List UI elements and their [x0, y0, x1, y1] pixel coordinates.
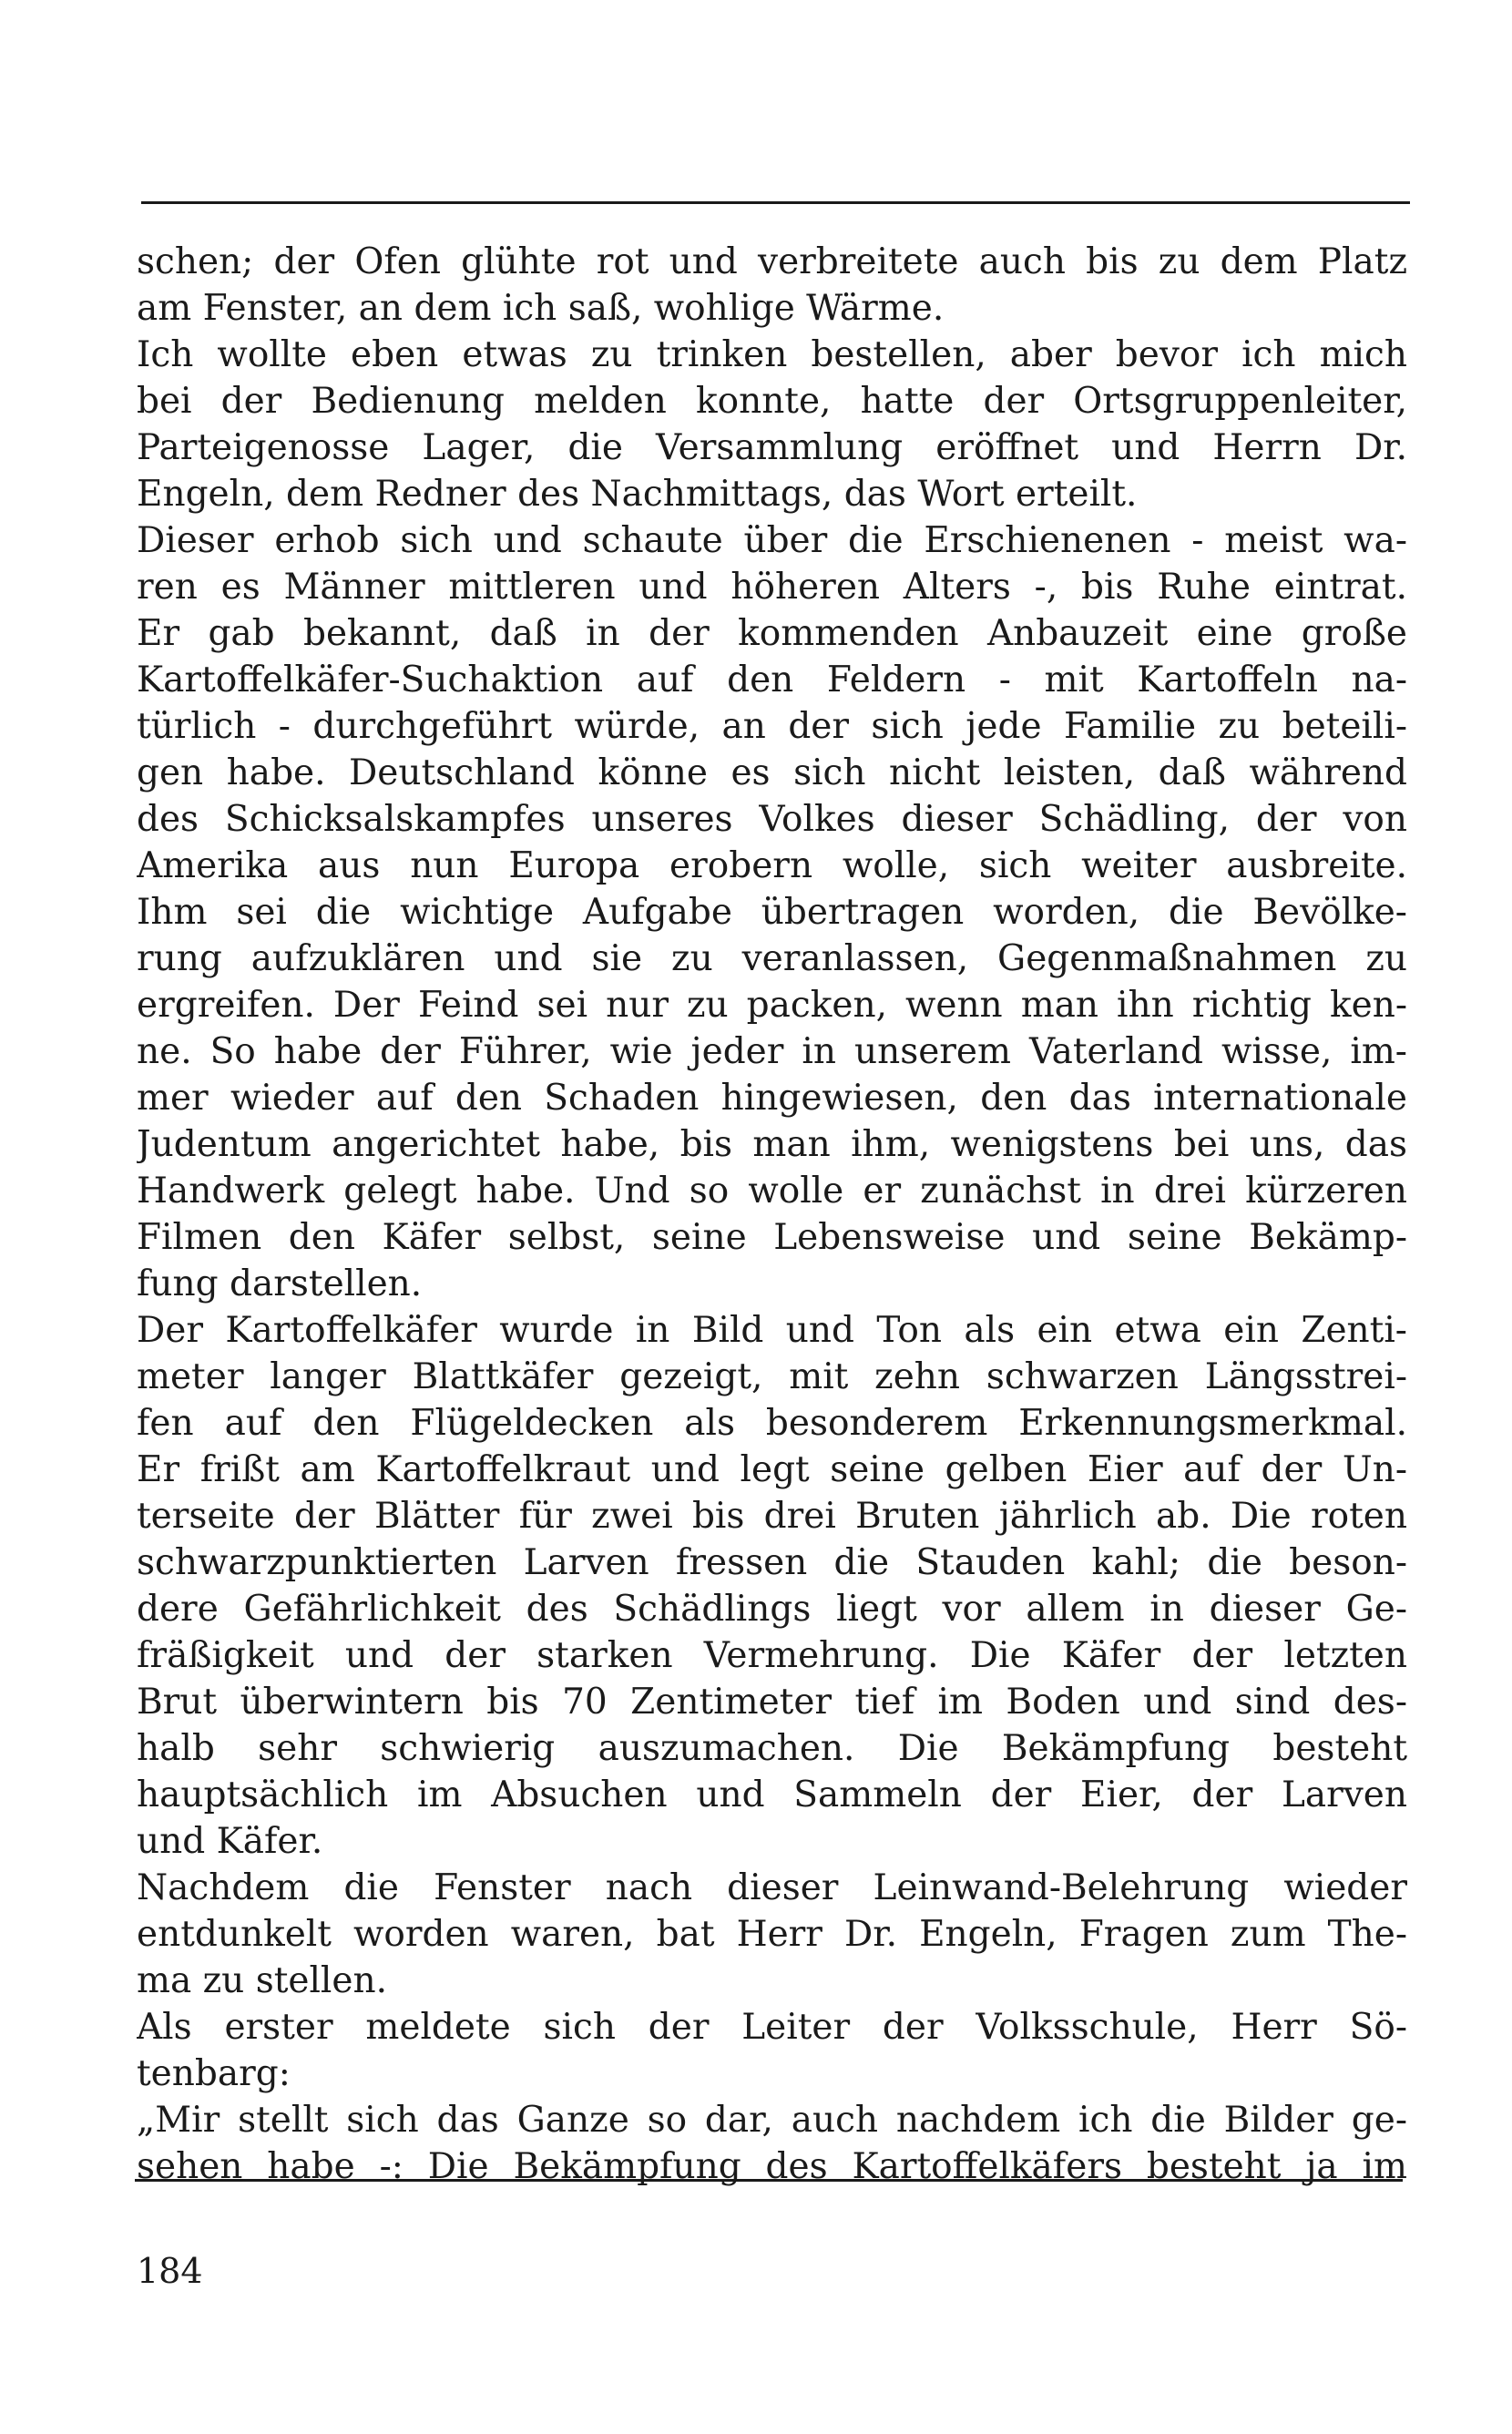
text-line: Parteigenosse Lager, die Versammlung eröffnet und Herrn Dr.	[137, 427, 1407, 468]
text-line: Ich wollte eben etwas zu trinken bestellen, aber bevor ich mich	[137, 334, 1407, 375]
text-line: ne. So habe der Führer, wie jeder in unserem Vaterland wisse, im-	[137, 1031, 1407, 1072]
text-line: schwarzpunktierten Larven fressen die Stauden kahl; die beson-	[137, 1542, 1407, 1583]
text-line: Dieser erhob sich und schaute über die Erschienenen - meist wa-	[137, 520, 1407, 561]
text-line: Er frißt am Kartoffelkraut und legt seine gelben Eier auf der Un-	[137, 1449, 1407, 1490]
text-line: ren es Männer mittleren und höheren Alters -, bis Ruhe eintrat.	[137, 567, 1407, 608]
text-line: mer wieder auf den Schaden hingewiesen, den das internationale	[137, 1078, 1407, 1119]
text-line: bei der Bedienung melden konnte, hatte der Ortsgruppenleiter,	[137, 381, 1407, 422]
text-line: terseite der Blätter für zwei bis drei Bruten jährlich ab. Die roten	[137, 1496, 1407, 1537]
text-line: hauptsächlich im Absuchen und Sammeln der Eier, der Larven	[137, 1774, 1407, 1815]
text-line: halb sehr schwierig auszumachen. Die Bekämpfung besteht	[137, 1728, 1407, 1769]
text-line: schen; der Ofen glühte rot und verbreitete auch bis zu dem Platz	[137, 241, 1407, 282]
text-line: sehen habe -: Die Bekämpfung des Kartoffelkäfers besteht ja im	[137, 2146, 1407, 2187]
text-line: rung aufzuklären und sie zu veranlassen, Gegenmaßnahmen zu	[137, 938, 1407, 979]
text-line: des Schicksalskampfes unseres Volkes dieser Schädling, der von	[137, 799, 1407, 840]
text-line: türlich - durchgeführt würde, an der sich jede Familie zu beteili-	[137, 706, 1407, 747]
text-line: und Käfer.	[137, 1821, 323, 1862]
text-line: fräßigkeit und der starken Vermehrung. Die Käfer der letzten	[137, 1635, 1407, 1676]
text-line: am Fenster, an dem ich saß, wohlige Wärme.	[137, 288, 945, 329]
bottom-rule	[135, 2179, 1403, 2182]
text-line: tenbarg:	[137, 2053, 291, 2094]
page-number: 184	[137, 2251, 203, 2291]
text-line: Der Kartoffelkäfer wurde in Bild und Ton als ein etwa ein Zenti-	[137, 1310, 1407, 1351]
text-line: ma zu stellen.	[137, 1960, 387, 2001]
text-line: „Mir stellt sich das Ganze so dar, auch nachdem ich die Bilder ge-	[137, 2100, 1407, 2141]
text-line: Filmen den Käfer selbst, seine Lebensweise und seine Bekämp-	[137, 1217, 1407, 1258]
text-line: Als erster meldete sich der Leiter der Volksschule, Herr Sö-	[137, 2007, 1407, 2048]
top-rule	[141, 201, 1410, 204]
text-line: Amerika aus nun Europa erobern wolle, sich weiter ausbreite.	[137, 845, 1407, 886]
text-line: Er gab bekannt, daß in der kommenden Anbauzeit eine große	[137, 613, 1407, 654]
text-line: entdunkelt worden waren, bat Herr Dr. Engeln, Fragen zum The-	[137, 1914, 1407, 1955]
text-line: fen auf den Flügeldecken als besonderem Erkennungsmerkmal.	[137, 1403, 1407, 1444]
text-line: Brut überwintern bis 70 Zentimeter tief im Boden und sind des-	[137, 1682, 1407, 1723]
text-line: Kartoffelkäfer-Suchaktion auf den Feldern - mit Kartoffeln na-	[137, 660, 1407, 701]
text-line: dere Gefährlichkeit des Schädlings liegt vor allem in dieser Ge-	[137, 1589, 1407, 1630]
body-text	[137, 239, 1407, 2190]
text-line: Engeln, dem Redner des Nachmittags, das Wort erteilt.	[137, 474, 1138, 515]
text-line: gen habe. Deutschland könne es sich nicht leisten, daß während	[137, 752, 1407, 793]
text-line: Nachdem die Fenster nach dieser Leinwand-Belehrung wieder	[137, 1867, 1407, 1908]
text-line: Judentum angerichtet habe, bis man ihm, wenigstens bei uns, das	[137, 1124, 1407, 1165]
text-line: Ihm sei die wichtige Aufgabe übertragen worden, die Bevölke-	[137, 892, 1407, 933]
text-line: meter langer Blattkäfer gezeigt, mit zehn schwarzen Längsstrei-	[137, 1356, 1407, 1397]
text-line: Handwerk gelegt habe. Und so wolle er zunächst in drei kürzeren	[137, 1171, 1407, 1212]
text-line: fung darstellen.	[137, 1263, 423, 1304]
text-line: ergreifen. Der Feind sei nur zu packen, wenn man ihn richtig ken-	[137, 985, 1407, 1026]
